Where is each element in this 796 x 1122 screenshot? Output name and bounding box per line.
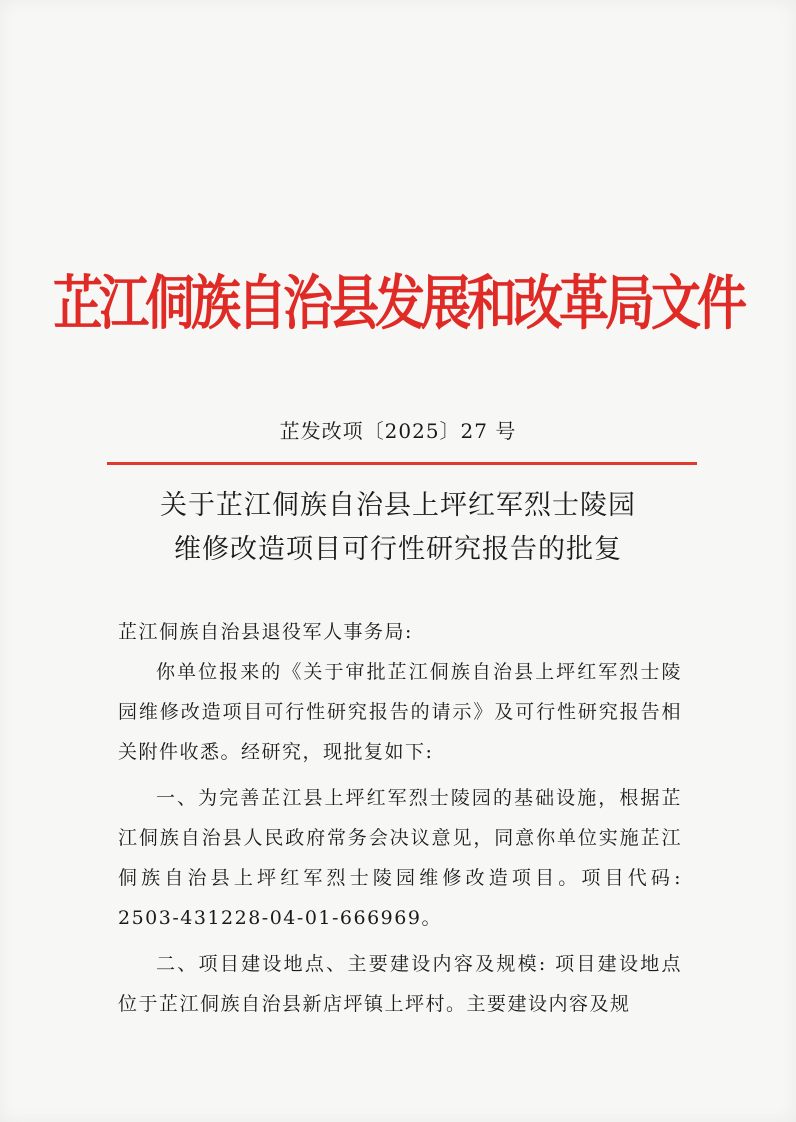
addressee: 芷江侗族自治县退役军人事务局: bbox=[118, 621, 413, 643]
red-divider-line bbox=[107, 462, 697, 465]
paragraph-3: 二、项目建设地点、主要建设内容及规模: 项目建设地点位于芷江侗族自治县新店坪镇上坪村。主要建设内容及规 bbox=[118, 953, 682, 1015]
document-title-line-1: 关于芷江侗族自治县上坪红军烈士陵园 bbox=[160, 490, 636, 521]
paragraph-1: 你单位报来的《关于审批芷江侗族自治县上坪红军烈士陵园维修改造项目可行性研究报告的请示》及可行性研究报告相关附件收悉。经研究，现批复如下: bbox=[118, 661, 682, 763]
document-title-line-2: 维修改造项目可行性研究报告的批复 bbox=[174, 534, 622, 565]
paragraph-2: 一、为完善芷江县上坪红军烈士陵园的基础设施，根据芷江侗族自治县人民政府常务会决议意见，同意你单位实施芷江侗族自治县上坪红军烈士陵园维修改造项目。项目代码: 2503-431228-04-01-666969。 bbox=[118, 787, 682, 929]
masthead: 芷江侗族自治县发展和改革局文件 bbox=[53, 269, 743, 338]
document-body bbox=[118, 612, 682, 1024]
document-number: 芷发改项〔2025〕27 号 bbox=[279, 419, 517, 443]
document-title bbox=[0, 484, 796, 572]
